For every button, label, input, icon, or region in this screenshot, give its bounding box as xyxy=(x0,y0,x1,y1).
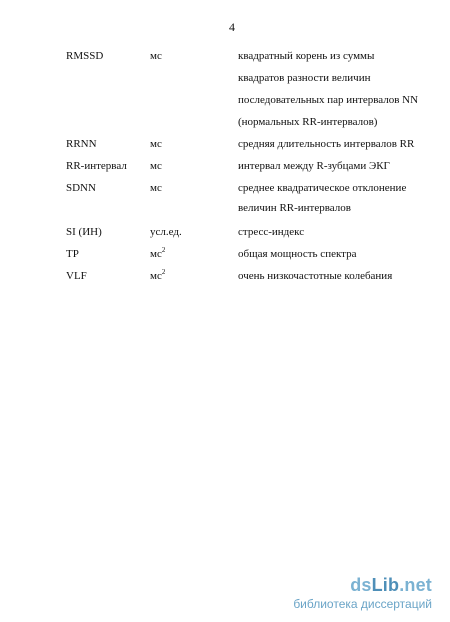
description: квадратный корень из суммы xyxy=(238,50,375,62)
abbreviation: RRNN xyxy=(66,138,97,150)
unit-superscript: 2 xyxy=(161,268,166,276)
description: квадратов разности величин xyxy=(238,72,371,84)
unit: мс xyxy=(150,182,162,194)
list-item xyxy=(0,89,450,111)
unit-superscript: 2 xyxy=(161,246,166,254)
abbreviation: RR-интервал xyxy=(66,160,127,172)
list-item xyxy=(0,133,450,155)
list-item xyxy=(0,111,450,133)
unit-base: мс xyxy=(150,248,162,260)
unit xyxy=(150,243,165,265)
abbreviation: TP xyxy=(66,248,79,260)
description: общая мощность спектра xyxy=(238,248,357,260)
unit: усл.ед. xyxy=(150,226,182,238)
unit-base: мс xyxy=(150,270,162,282)
watermark-subtitle: библиотека диссертаций xyxy=(293,597,432,611)
abbreviation: SI (ИН) xyxy=(66,226,102,238)
dslib-watermark xyxy=(293,575,432,611)
description: (нормальных RR-интервалов) xyxy=(238,116,378,128)
logo-lib: Lib xyxy=(371,575,400,595)
list-item xyxy=(0,155,450,177)
abbreviation: VLF xyxy=(66,270,87,282)
list-item xyxy=(0,243,450,265)
logo-ds: ds xyxy=(350,575,372,595)
description: последовательных пар интервалов NN xyxy=(238,94,419,106)
description: среднее квадратическое отклонение xyxy=(238,182,407,194)
list-item xyxy=(0,265,450,287)
unit: мс xyxy=(150,138,162,150)
unit: мс xyxy=(150,50,162,62)
dslib-logo xyxy=(293,575,432,596)
description: величин RR-интервалов xyxy=(238,202,351,214)
unit: мс xyxy=(150,160,162,172)
unit xyxy=(150,265,165,287)
description: средняя длительность интервалов RR xyxy=(238,138,415,150)
list-item xyxy=(0,221,450,243)
description: очень низкочастотные колебания xyxy=(238,270,393,282)
abbreviation: RMSSD xyxy=(66,50,104,62)
list-item xyxy=(0,45,450,67)
logo-net: .net xyxy=(399,575,432,595)
description: стресс-индекс xyxy=(238,226,305,238)
list-item xyxy=(0,67,450,89)
page-number: 4 xyxy=(229,20,235,34)
list-item xyxy=(0,197,450,219)
list-item xyxy=(0,177,450,199)
abbreviation: SDNN xyxy=(66,182,96,194)
description: интервал между R-зубцами ЭКГ xyxy=(238,160,390,172)
